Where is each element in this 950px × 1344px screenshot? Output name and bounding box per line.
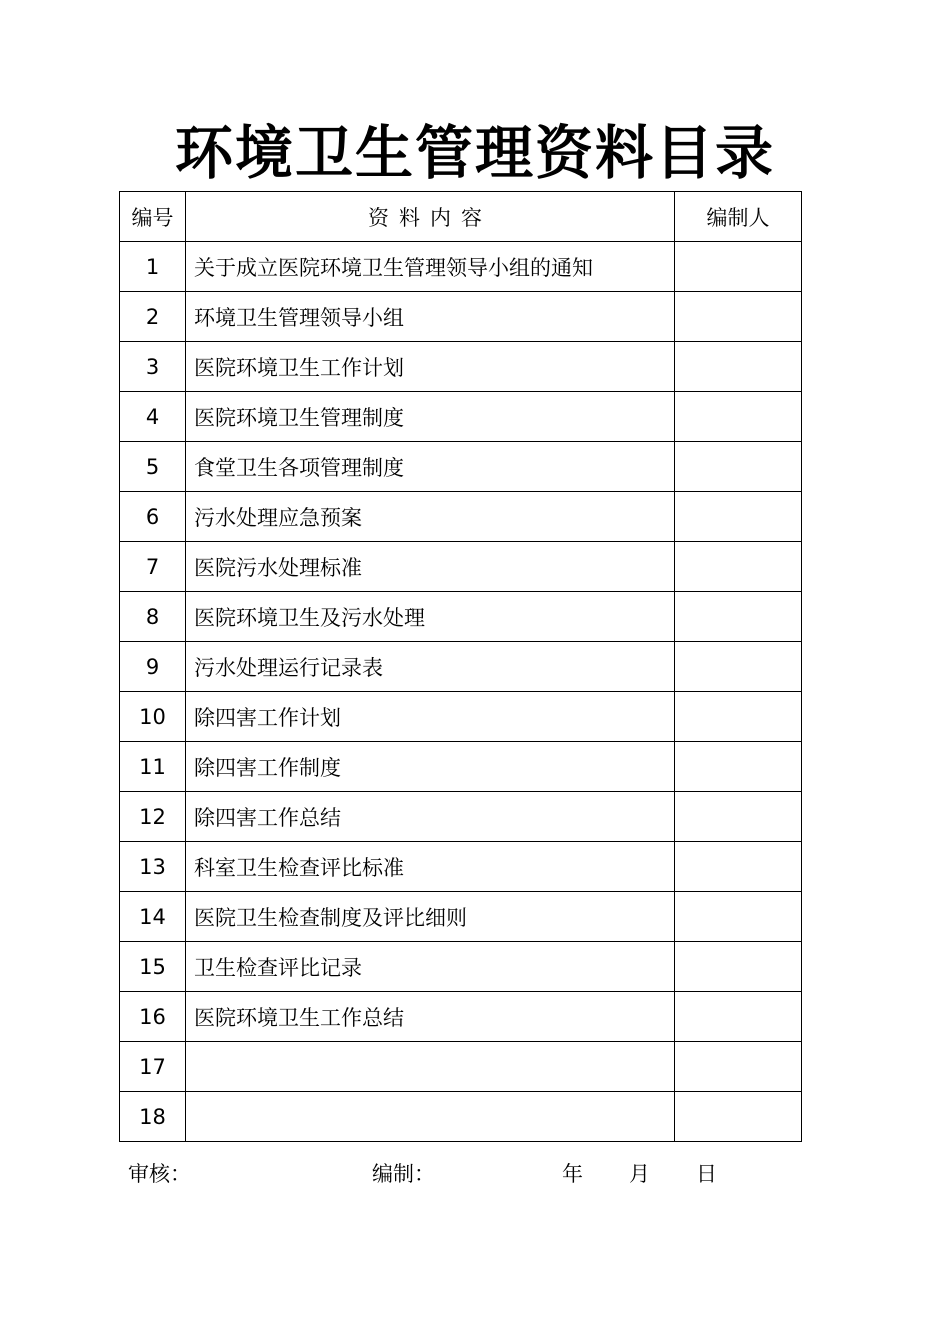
row-author bbox=[675, 942, 802, 992]
row-content: 医院环境卫生工作总结 bbox=[186, 992, 675, 1042]
header-author: 编制人 bbox=[675, 192, 802, 242]
row-content: 除四害工作制度 bbox=[186, 742, 675, 792]
row-author bbox=[675, 742, 802, 792]
row-content bbox=[186, 1092, 675, 1142]
row-author bbox=[675, 1042, 802, 1092]
row-number: 4 bbox=[120, 392, 186, 442]
table-row bbox=[120, 942, 802, 992]
row-author bbox=[675, 492, 802, 542]
table-row bbox=[120, 692, 802, 742]
table-row bbox=[120, 742, 802, 792]
row-author bbox=[675, 892, 802, 942]
day-label: 日 bbox=[696, 1162, 717, 1186]
row-content: 医院环境卫生及污水处理 bbox=[186, 592, 675, 642]
row-content: 卫生检查评比记录 bbox=[186, 942, 675, 992]
row-number: 16 bbox=[120, 992, 186, 1042]
signature-footer bbox=[0, 1158, 950, 1192]
row-content: 医院环境卫生工作计划 bbox=[186, 342, 675, 392]
table-row bbox=[120, 842, 802, 892]
row-author bbox=[675, 342, 802, 392]
year-label: 年 bbox=[562, 1162, 583, 1186]
row-number: 14 bbox=[120, 892, 186, 942]
row-number: 15 bbox=[120, 942, 186, 992]
month-label: 月 bbox=[629, 1162, 650, 1186]
table-row bbox=[120, 592, 802, 642]
row-author bbox=[675, 842, 802, 892]
row-author bbox=[675, 392, 802, 442]
table-row bbox=[120, 892, 802, 942]
row-author bbox=[675, 992, 802, 1042]
table-row bbox=[120, 542, 802, 592]
row-number: 13 bbox=[120, 842, 186, 892]
row-number: 6 bbox=[120, 492, 186, 542]
header-number: 编号 bbox=[120, 192, 186, 242]
row-content: 污水处理运行记录表 bbox=[186, 642, 675, 692]
table-header-row bbox=[120, 192, 802, 242]
table-row bbox=[120, 392, 802, 442]
row-number: 12 bbox=[120, 792, 186, 842]
row-content: 科室卫生检查评比标准 bbox=[186, 842, 675, 892]
row-content bbox=[186, 1042, 675, 1092]
table-row bbox=[120, 492, 802, 542]
table-row bbox=[120, 342, 802, 392]
compiler-label: 编制： bbox=[372, 1162, 435, 1186]
row-author bbox=[675, 542, 802, 592]
row-author bbox=[675, 792, 802, 842]
row-number: 10 bbox=[120, 692, 186, 742]
row-author bbox=[675, 242, 802, 292]
table-row bbox=[120, 242, 802, 292]
row-number: 9 bbox=[120, 642, 186, 692]
row-content: 除四害工作计划 bbox=[186, 692, 675, 742]
row-content: 污水处理应急预案 bbox=[186, 492, 675, 542]
row-content: 食堂卫生各项管理制度 bbox=[186, 442, 675, 492]
row-author bbox=[675, 442, 802, 492]
row-number: 3 bbox=[120, 342, 186, 392]
row-author bbox=[675, 292, 802, 342]
row-number: 11 bbox=[120, 742, 186, 792]
table-row bbox=[120, 792, 802, 842]
row-number: 18 bbox=[120, 1092, 186, 1142]
row-content: 除四害工作总结 bbox=[186, 792, 675, 842]
row-number: 2 bbox=[120, 292, 186, 342]
row-number: 17 bbox=[120, 1042, 186, 1092]
row-content: 环境卫生管理领导小组 bbox=[186, 292, 675, 342]
row-content: 医院环境卫生管理制度 bbox=[186, 392, 675, 442]
row-number: 8 bbox=[120, 592, 186, 642]
row-content: 关于成立医院环境卫生管理领导小组的通知 bbox=[186, 242, 675, 292]
table-row bbox=[120, 642, 802, 692]
row-number: 1 bbox=[120, 242, 186, 292]
row-author bbox=[675, 692, 802, 742]
table-row bbox=[120, 442, 802, 492]
row-content: 医院污水处理标准 bbox=[186, 542, 675, 592]
row-author bbox=[675, 642, 802, 692]
page-title: 环境卫生管理资料目录 bbox=[174, 119, 775, 187]
row-number: 5 bbox=[120, 442, 186, 492]
row-content: 医院卫生检查制度及评比细则 bbox=[186, 892, 675, 942]
row-author bbox=[675, 1092, 802, 1142]
table-row bbox=[120, 992, 802, 1042]
table-row bbox=[120, 1092, 802, 1142]
row-number: 7 bbox=[120, 542, 186, 592]
header-content: 资料内容 bbox=[186, 192, 675, 242]
table-body bbox=[120, 242, 802, 1142]
table-row bbox=[120, 292, 802, 342]
reviewer-label: 审核： bbox=[128, 1162, 191, 1186]
table-row bbox=[120, 1042, 802, 1092]
catalog-table bbox=[119, 191, 802, 1142]
row-author bbox=[675, 592, 802, 642]
